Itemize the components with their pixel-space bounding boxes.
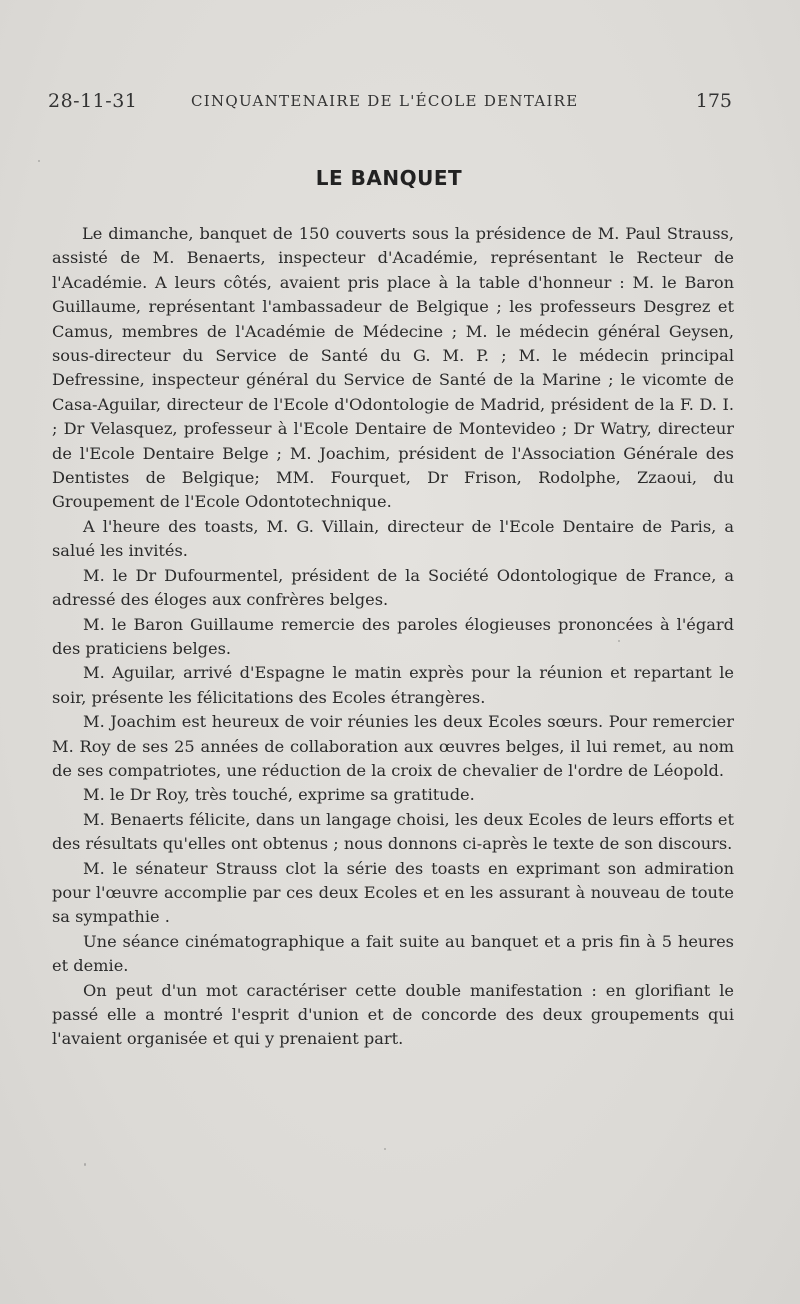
paragraph-joachim: M. Joachim est heureux de voir réunies les deux Ecoles sœurs. Pour remercier M. Roy de ses 25 années de collaboration aux œuvres belges, il lui remet, au nom de ses compatriotes, une réduction de la croix de chevalier de l'ordre de Léopold. [52,712,734,780]
paper-speck [38,160,40,162]
page-number: 175 [695,90,732,112]
paragraph-baron-guillaume: M. le Baron Guillaume remercie des paroles élogieuses prononcées à l'égard des praticiens belges. [52,614,734,658]
paragraph-roy: M. le Dr Roy, très touché, exprime sa gratitude. [83,785,475,805]
journal-title: CINQUANTENAIRE DE L'ÉCOLE DENTAIRE [191,92,579,110]
paragraph-guest-list: Le dimanche, banquet de 150 couverts sous la présidence de M. Paul Strauss, assisté de M. Benaerts, inspecteur d'Académie, représentant le Recteur de l'Académie. A leurs côtés, avaient pris place à la table d'honneur : M. le Baron Guillaume, représentant l'ambassadeur de Belgique ; les professeurs Desgrez et Camus, membres de l'Académie de Médecine ; M. le médecin général Geysen, sous-directeur du Service de Santé du G. M. P. ; M. le médecin principal Defressine, inspecteur général du Service de Santé de la Marine ; le vicomte de Casa-Aguilar, directeur de l'Ecole d'Odontologie de Madrid, président de la F. D. I. ; Dr Velasquez, professeur à l'Ecole Dentaire de Montevideo ; Dr Watry, directeur de l'Ecole Dentaire Belge ; M. Joachim, président de l'Association Générale des Dentistes de Belgique; MM. Fourquet, Dr Frison, Rodolphe, Zzaoui, du Groupement de l'Ecole Odontotechnique. [52,224,734,512]
header-date: 28-11-31 [48,90,138,112]
paper-speck [84,1163,86,1166]
paragraph-toasts-villain: A l'heure des toasts, M. G. Villain, directeur de l'Ecole Dentaire de Paris, a salué les invités. [52,516,734,561]
article-body [52,222,734,1052]
paper-speck [384,1148,386,1150]
paragraph-strauss: M. le sénateur Strauss clot la série des toasts en exprimant son admiration pour l'œuvre accomplie par ces deux Ecoles et en les assurant à nouveau de toute sa sympathie . [52,858,734,927]
running-header [48,90,732,116]
paragraph-benaerts: M. Benaerts félicite, dans un langage choisi, les deux Ecoles de leurs efforts et des résultats qu'elles ont obtenus ; nous donnons ci-après le texte de son discours. [52,809,734,854]
paragraph-conclusion: On peut d'un mot caractériser cette double manifestation : en glorifiant le passé elle a montré l'esprit d'union et de concorde des deux groupements qui l'avaient organisée et qui y prenaient part. [52,980,734,1049]
paragraph-cinema: Une séance cinématographique a fait suite au banquet et a pris fin à 5 heures et demie. [52,931,734,976]
article-title: LE BANQUET [315,166,463,190]
paragraph-aguilar: M. Aguilar, arrivé d'Espagne le matin exprès pour la réunion et repartant le soir, présente les félicitations des Ecoles étrangères. [52,663,734,707]
paragraph-dufourmentel: M. le Dr Dufourmentel, président de la Société Odontologique de France, a adressé des éloges aux confrères belges. [52,565,734,610]
paper-speck [618,640,620,642]
